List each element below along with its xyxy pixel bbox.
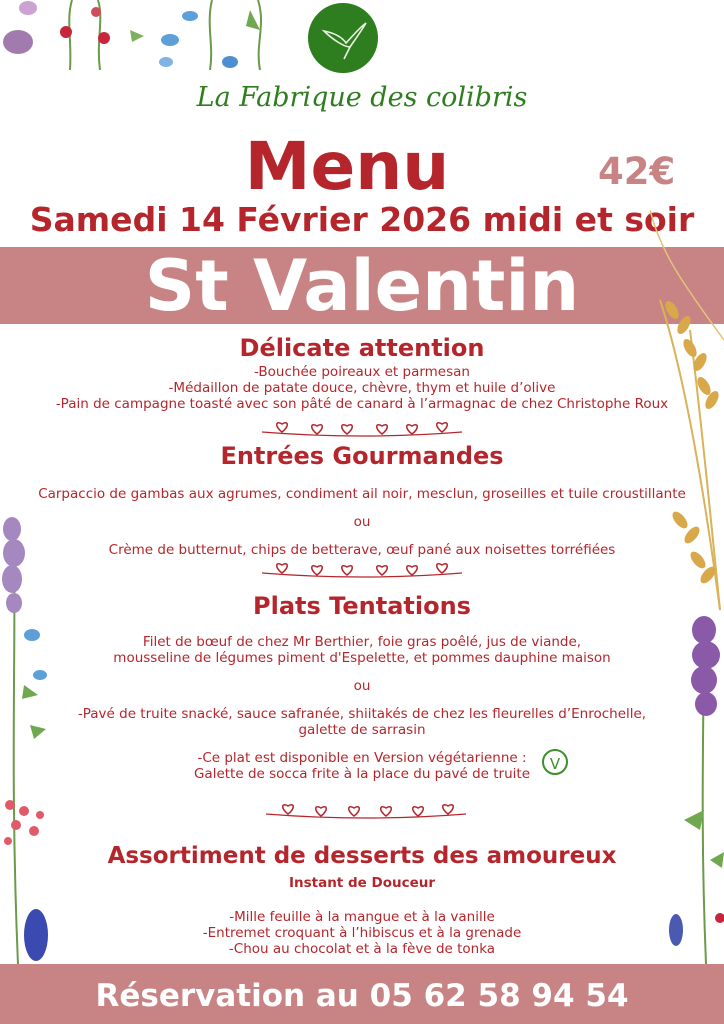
menu-item: -Bouchée poireaux et parmesan <box>254 364 470 380</box>
reservation-phone: Réservation au 05 62 58 94 54 <box>95 978 629 1014</box>
section-title-delicate: Délicate attention <box>239 334 485 362</box>
menu-item: -Chou au chocolat et à la fève de tonka <box>228 941 496 957</box>
menu-item: -Entremet croquant à l’hibiscus et à la grenade <box>202 925 522 941</box>
hummingbird-logo <box>308 3 378 73</box>
menu-item: -Ce plat est disponible en Version végétarienne : <box>197 750 527 766</box>
menu-title: Menu <box>244 128 450 205</box>
menu-item-or: ou <box>353 678 371 694</box>
menu-item: -Pain de campagne toasté avec son pâté de canard à l’armagnac de chez Christophe Roux <box>55 396 669 412</box>
heart-divider <box>266 800 466 822</box>
lavender-left <box>0 515 60 965</box>
menu-item: mousseline de légumes piment d'Espelette, et pommes dauphine maison <box>113 650 611 666</box>
menu-item: Galette de socca frite à la place du pavé de truite <box>193 766 531 782</box>
menu-item: Filet de bœuf de chez Mr Berthier, foie gras poêlé, jus de viande, <box>142 634 582 650</box>
menu-item: -Mille feuille à la mangue et à la vanille <box>229 909 495 925</box>
menu-item: -Pavé de truite snacké, sauce safranée, shiitakés de chez les fleurelles d’Enrochelle, <box>77 706 647 722</box>
section-title-entrees: Entrées Gourmandes <box>220 442 504 470</box>
menu-item: galette de sarrasin <box>298 722 426 738</box>
section-title-desserts: Assortiment de desserts des amoureux <box>107 843 617 869</box>
vegetarian-icon: V <box>542 749 568 775</box>
heart-divider <box>262 418 462 440</box>
price: 42€ <box>598 150 676 193</box>
menu-item-or: ou <box>353 514 371 530</box>
occasion-title: St Valentin <box>144 245 580 327</box>
menu-item: Crème de butternut, chips de betterave, œuf pané aux noisettes torréfiées <box>108 542 616 558</box>
wildflowers-top-left <box>0 0 290 72</box>
menu-item: Carpaccio de gambas aux agrumes, condiment ail noir, mesclun, groseilles et tuile croustillante <box>38 486 686 502</box>
event-date: Samedi 14 Février 2026 midi et soir <box>29 200 695 239</box>
section-subtitle-desserts: Instant de Douceur <box>288 875 436 891</box>
wheat-right <box>650 210 724 630</box>
menu-item: -Médaillon de patate douce, chèvre, thym et huile d’olive <box>168 380 556 396</box>
section-title-plats: Plats Tentations <box>253 592 471 620</box>
brand-name: La Fabrique des colibris <box>196 82 528 113</box>
heart-divider <box>262 559 462 581</box>
